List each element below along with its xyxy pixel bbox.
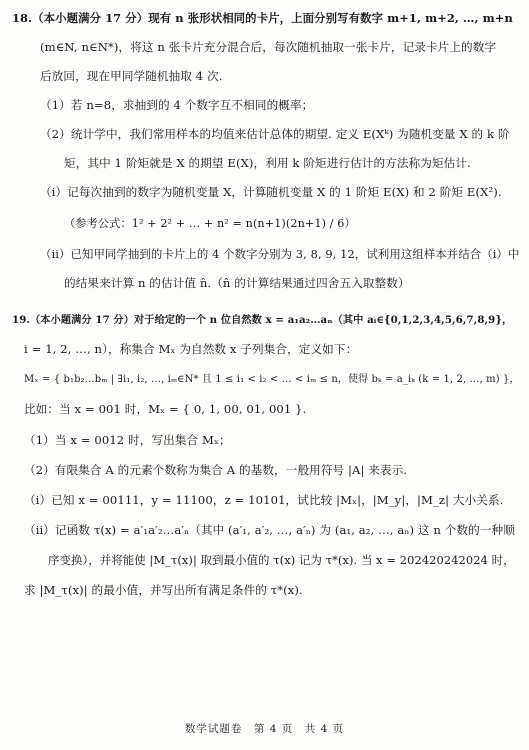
q19-line-10: 求 |M_τ(x)| 的最小值，并写出所有满足条件的 τ*(x).: [24, 583, 303, 597]
q18-reference-formula: （参考公式：1² + 2² + … + n² = n(n+1)(2n+1) / 6）: [64, 217, 356, 230]
q19-example: 比如：当 x = 001 时，Mₓ = { 0, 1, 00, 01, 001 }.: [24, 402, 307, 416]
q18-line-10: 的结果来计算 n 的估计值 n̂.（n̂ 的计算结果通过四舍五入取整数）: [64, 276, 410, 290]
q19-set-definition: Mₓ = { b₁b₂…bₘ | ∃i₁, i₂, …, iₘ∈N* 且 1 ≤ i₁ < i₂ < … < iₘ ≤ n，使得 bₖ = a_iₖ (k = 1, 2, …, m) }，: [24, 374, 520, 385]
q19-part-1: （1）当 x = 0012 时，写出集合 Mₓ；: [24, 433, 231, 447]
q19-line-1: 19.（本小题满分 17 分）对于给定的一个 n 位自然数 x = a₁a₂…aₙ（其中 aᵢ∈{0,1,2,3,4,5,6,7,8,9}，: [12, 314, 513, 326]
q19-part-2-ii: （ii）记函数 τ(x) = a′₁a′₂…a′ₙ（其中 (a′₁, a′₂, …, a′ₙ) 为 (a₁, a₂, …, aₙ) 这 n 个数的一种顺: [24, 523, 515, 537]
q18-line-7: （i）记每次抽到的数字为随机变量 X，计算随机变量 X 的 1 阶矩 E(X) 和 2 阶矩 E(X²).: [40, 185, 502, 199]
q19-part-2-i: （i）已知 x = 00111，y = 11100，z = 10101，试比较 |Mₓ|，|M_y|，|M_z| 大小关系.: [24, 493, 504, 507]
q18-line-2: (m∈N, n∈N*)，将这 n 张卡片充分混合后，每次随机抽取一张卡片，记录卡片上的数字: [40, 40, 497, 54]
q18-line-9: （ii）已知甲同学抽到的卡片上的 4 个数字分别为 3, 8, 9, 12，试利用这组样本并结合（i）中: [40, 247, 520, 261]
q18-line-3: 后放回，现在甲同学随机抽取 4 次.: [40, 69, 223, 83]
q18-line-6: 矩，其中 1 阶矩就是 X 的期望 E(X)，利用 k 阶矩进行估计的方法称为矩估计.: [64, 156, 471, 170]
q18-line-1: 18.（本小题满分 17 分）现有 n 张形状相同的卡片，上面分别写有数字 m+1, m+2, …, m+n: [12, 11, 513, 25]
q19-line-2: i = 1, 2, …, n），称集合 Mₓ 为自然数 x 子列集合，定义如下：: [24, 342, 358, 356]
q19-part-2: （2）有限集合 A 的元素个数称为集合 A 的基数，一般用符号 |A| 来表示.: [24, 463, 408, 477]
page-footer: 数学试题卷 第 4 页 共 4 页: [184, 723, 345, 735]
q18-line-4: （1）若 n=8，求抽到的 4 个数字互不相同的概率；: [40, 98, 314, 112]
q18-line-5: （2）统计学中，我们常用样本的均值来估计总体的期望. 定义 E(Xᵏ) 为随机变量 X 的 k 阶: [40, 127, 510, 141]
q19-line-9: 序变换），并将能使 |M_τ(x)| 取到最小值的 τ(x) 记为 τ*(x). 当 x = 202420242024 时，: [48, 553, 515, 567]
